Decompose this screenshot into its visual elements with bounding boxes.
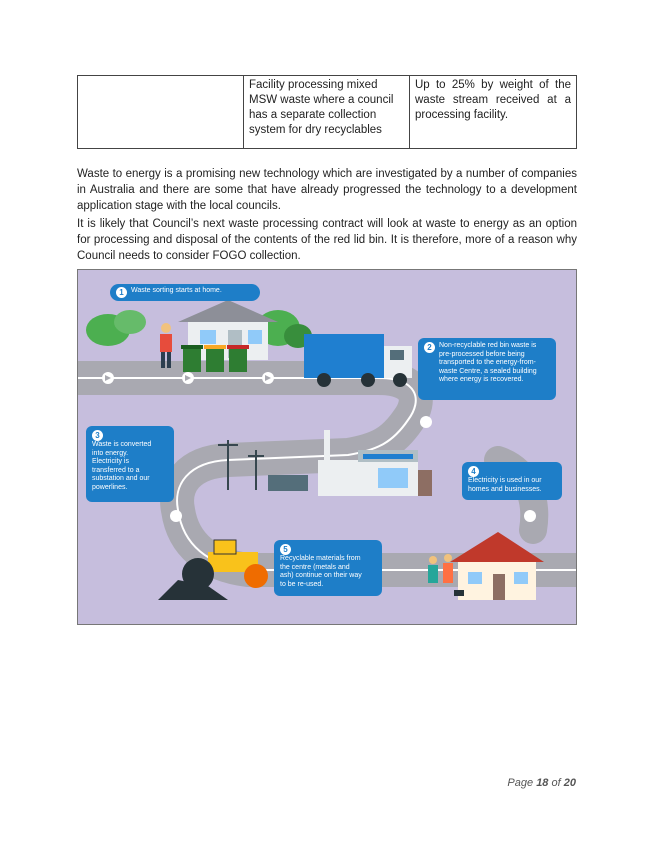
step-2-text: Non-recyclable red bin waste is pre-processed before being transported to the energy-from-waste Centre, a sealed building where energy is recovered. — [439, 342, 537, 383]
step-1-text: Waste sorting starts at home. — [131, 287, 222, 294]
page-separator: of — [551, 777, 561, 789]
step-3-callout — [86, 426, 174, 502]
step-3-number: 3 — [92, 430, 103, 441]
step-4-callout — [462, 462, 562, 500]
step-4-text: Electricity is used in our homes and businesses. — [468, 477, 542, 493]
table-cell-limit: Up to 25% by weight of the waste stream received at a processing facility. — [410, 76, 577, 149]
table-cell-empty — [78, 76, 244, 149]
paragraph-processing-contract: It is likely that Council’s next waste processing contract will look at waste to energy as an option for processing and disposal of the contents of the red lid bin. It is therefore, more of a reason why Council needs to consider FOGO collection. — [77, 218, 577, 262]
step-1-number: 1 — [116, 287, 127, 298]
step-5-text: Recyclable materials from the centre (metals and ash) continue on their way to be re-used. — [280, 555, 362, 588]
waste-to-energy-infographic — [77, 269, 577, 625]
step-4-number: 4 — [468, 466, 479, 477]
step-3-text: Waste is converted into energy. Electricity is transferred to a substation and our powerlines. — [92, 441, 152, 491]
bins-icon — [181, 345, 249, 372]
step-2-callout — [418, 338, 556, 400]
table-cell-facility: Facility processing mixed MSW waste where a council has a separate collection system for dry recyclables — [244, 76, 410, 149]
page-prefix: Page — [507, 777, 534, 789]
page-total: 20 — [563, 777, 576, 789]
step-5-callout — [274, 540, 382, 596]
step-1-callout — [110, 284, 260, 301]
step-2-number: 2 — [424, 342, 435, 353]
step-5-number: 5 — [280, 544, 291, 555]
page-current: 18 — [536, 777, 549, 789]
paragraph-waste-to-energy: Waste to energy is a promising new technology which are investigated by a number of companies in Australia and there are some that have already progressed the technology to a development application stage with the local councils. — [77, 168, 577, 212]
waste-table — [77, 75, 577, 149]
table-row — [78, 76, 577, 149]
page-number — [507, 777, 576, 789]
